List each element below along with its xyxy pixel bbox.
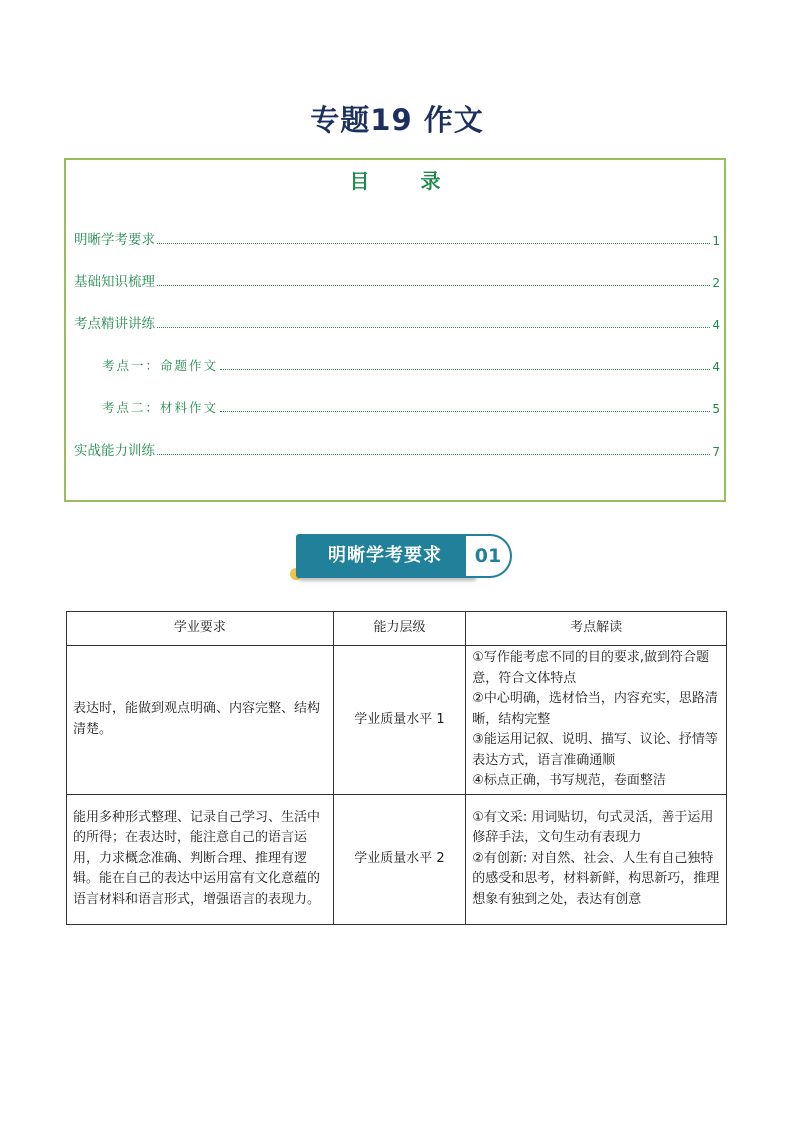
toc-entry[interactable] xyxy=(74,272,720,290)
table-header-cell: 考点解读 xyxy=(466,612,727,646)
toc-leader-dots xyxy=(157,284,710,286)
toc-entry[interactable] xyxy=(74,314,720,332)
toc-page-number: 2 xyxy=(712,276,720,290)
table-row xyxy=(67,646,727,795)
toc-subentry[interactable] xyxy=(102,356,720,374)
requirement-cell: 表达时，能做到观点明确、内容完整、结构清楚。 xyxy=(67,646,334,795)
points-cell xyxy=(466,794,727,924)
toc-leader-dots xyxy=(157,326,710,328)
toc-entry[interactable] xyxy=(74,230,720,248)
points-cell xyxy=(466,646,727,795)
toc-entry-label: 考点一：命题作文 xyxy=(102,358,219,373)
level-cell: 学业质量水平 2 xyxy=(333,794,465,924)
toc-page-number: 4 xyxy=(712,360,720,374)
toc-page-number: 1 xyxy=(712,234,720,248)
requirements-table xyxy=(66,611,727,925)
section-banner-number: 01 xyxy=(466,534,512,578)
toc-entry-label: 实战能力训练 xyxy=(74,443,155,459)
point-item: ①写作能考虑不同的目的要求,做到符合题意，符合文体特点 xyxy=(472,650,709,686)
requirement-cell: 能用多种形式整理、记录自己学习、生活中的所得；在表达时，能注意自己的语言运用，力求概念准确、判断合理、推理有逻辑。能在自己的表达中运用富有文化意蕴的语言材料和语言形式，增强语言的表现力。 xyxy=(67,794,334,924)
point-item: ①有文采: 用词贴切，句式灵活，善于运用修辞手法，文句生动有表现力 xyxy=(472,809,714,846)
table-row xyxy=(67,794,727,924)
toc-leader-dots xyxy=(157,453,710,455)
table-header-cell: 学业要求 xyxy=(67,612,334,646)
toc-leader-dots xyxy=(220,368,710,370)
toc-entry-label: 明晰学考要求 xyxy=(74,232,155,248)
toc-page-number: 5 xyxy=(712,402,720,416)
toc-heading: 目 录 xyxy=(349,169,463,193)
point-item: ②有创新: 对自然、社会、人生有自己独特的感受和思考，材料新鲜，构思新巧，推理想象有独到之处，表达有创意 xyxy=(472,850,720,907)
section-banner-label: 明晰学考要求 xyxy=(296,534,474,578)
toc-entry-label: 基础知识梳理 xyxy=(74,274,155,290)
point-item: ③能运用记叙、说明、描写、议论、抒情等表达方式，语言准确通顺 xyxy=(472,732,718,768)
point-item: ②中心明确，选材恰当，内容充实，思路清晰，结构完整 xyxy=(472,691,718,727)
section-banner xyxy=(290,530,530,590)
toc-leader-dots xyxy=(157,242,710,244)
toc-entry-label: 考点精讲讲练 xyxy=(74,316,155,332)
toc-subentry[interactable] xyxy=(102,398,720,416)
table-header-row xyxy=(67,612,727,646)
table-of-contents xyxy=(64,158,726,502)
point-item: ④标点正确，书写规范，卷面整洁 xyxy=(472,773,666,788)
page-title: 专题19 作文 xyxy=(310,103,484,137)
toc-page-number: 4 xyxy=(712,318,720,332)
table-header-cell: 能力层级 xyxy=(333,612,465,646)
toc-entry-label: 考点二：材料作文 xyxy=(102,400,219,415)
level-cell: 学业质量水平 1 xyxy=(333,646,465,795)
toc-entry[interactable] xyxy=(74,441,720,459)
toc-leader-dots xyxy=(220,410,710,412)
toc-page-number: 7 xyxy=(712,445,720,459)
